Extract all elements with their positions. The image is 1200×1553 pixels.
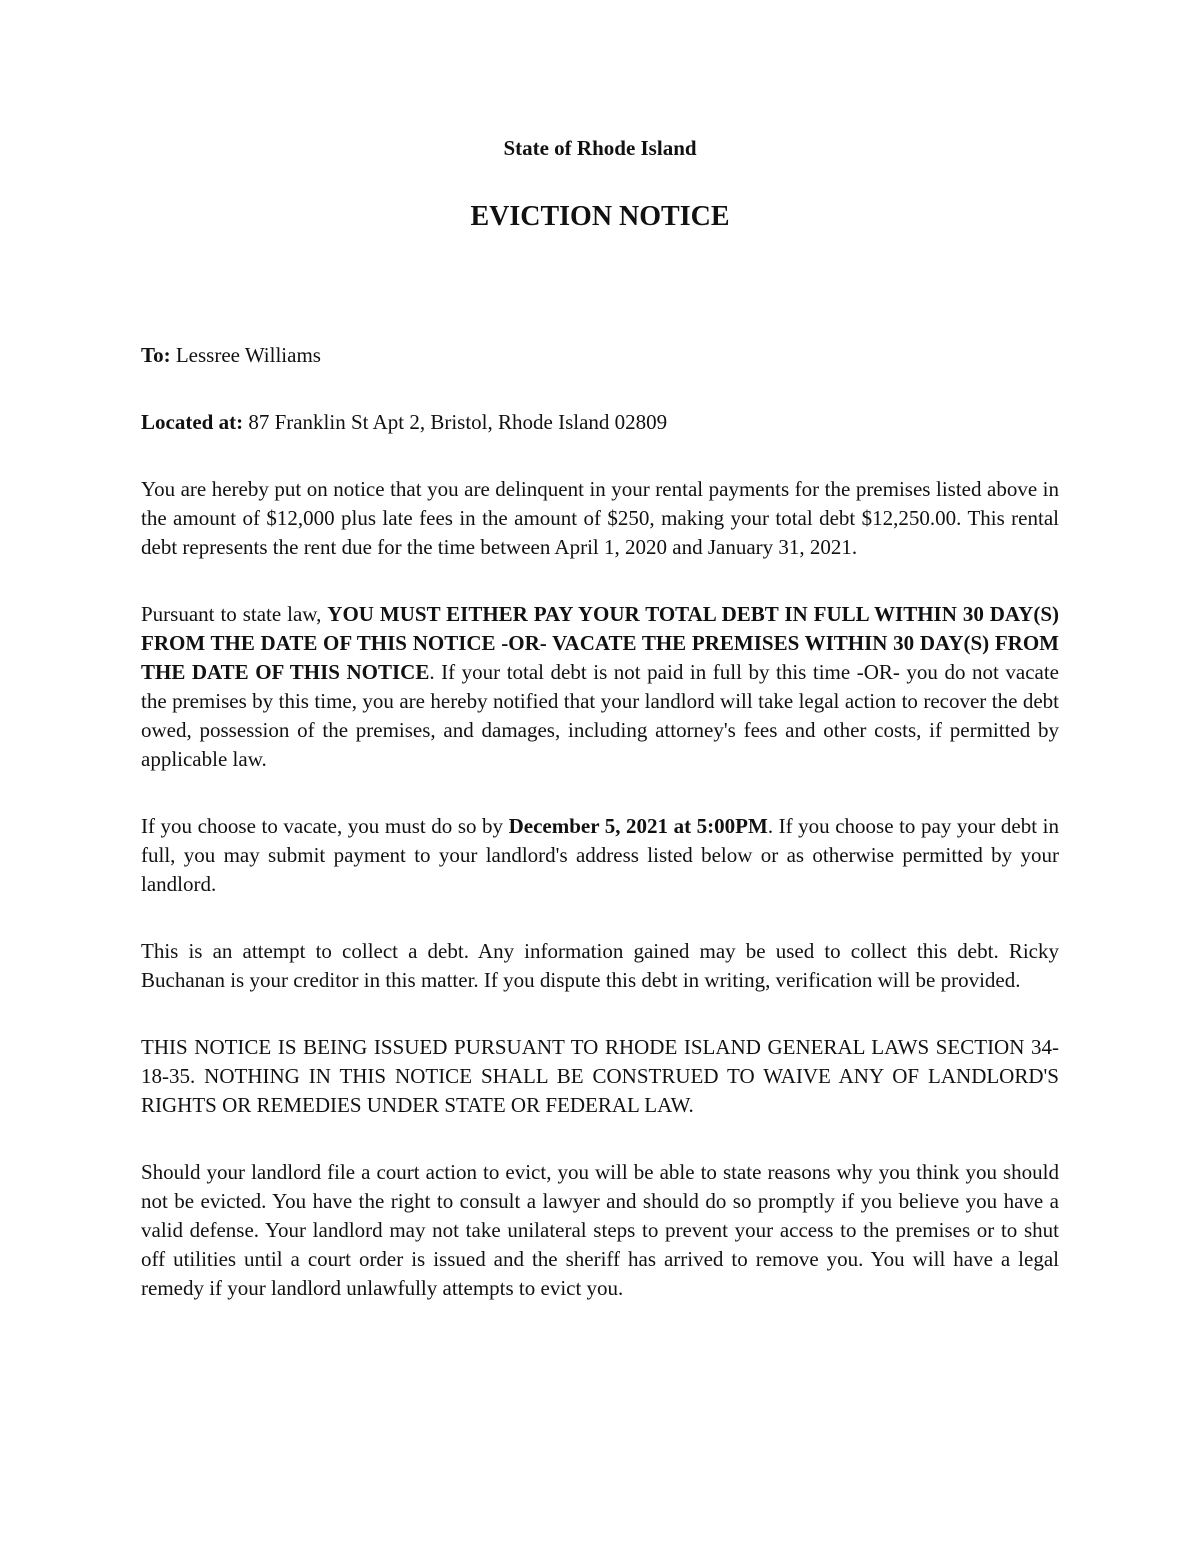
demand-consequence: . If your total debt is not paid in full by this time -OR- you do not vacate the premises by this time, you are hereby notified that your landlord will take legal action to recover the debt owed, possession of the premises, and damages, including attorney's fees and other costs, if permitted by applicable law.	[141, 660, 1059, 771]
recipient-address: 87 Franklin St Apt 2, Bristol, Rhode Island 02809	[248, 410, 668, 434]
to-label: To:	[141, 343, 171, 367]
vacate-paragraph	[141, 812, 1059, 899]
recipient-line	[141, 341, 1059, 370]
demand-paragraph	[141, 600, 1059, 774]
address-line	[141, 408, 1059, 437]
demand-bold-text: YOU MUST EITHER PAY YOUR TOTAL DEBT IN FULL WITHIN 30 DAY(S) FROM THE DATE OF THIS NOTICE -OR- VACATE THE PREMISES WITHIN 30 DAY(S) FROM THE DATE OF THIS NOTICE	[141, 602, 1059, 684]
legal-statute-paragraph: THIS NOTICE IS BEING ISSUED PURSUANT TO RHODE ISLAND GENERAL LAWS SECTION 34-18-35. NOTHING IN THIS NOTICE SHALL BE CONSTRUED TO WAIVE ANY OF LANDLORD'S RIGHTS OR REMEDIES UNDER STATE OR FEDERAL LAW.	[141, 1035, 1059, 1117]
recipient-name: Lessree Williams	[175, 343, 321, 367]
located-label: Located at:	[141, 410, 244, 434]
document-body	[141, 134, 1059, 1303]
state-heading: State of Rhode Island	[503, 136, 697, 160]
vacate-deadline: December 5, 2021 at 5:00PM	[508, 814, 768, 838]
vacate-intro: If you choose to vacate, you must do so by	[141, 814, 509, 838]
delinquency-paragraph: You are hereby put on notice that you are delinquent in your rental payments for the premises listed above in the amount of $12,000 plus late fees in the amount of $250, making your total debt $12,250.00. This rental debt represents the rent due for the time between April 1, 2020 and January 31, 2021.	[141, 477, 1059, 559]
notice-title: EVICTION NOTICE	[470, 201, 730, 232]
tenant-rights-paragraph: Should your landlord file a court action to evict, you will be able to state reasons why you think you should not be evicted. You have the right to consult a lawyer and should do so promptly if you believe you have a valid defense. Your landlord may not take unilateral steps to prevent your access to the premises or to shut off utilities until a court order is issued and the sheriff has arrived to remove you. You will have a legal remedy if your landlord unlawfully attempts to evict you.	[141, 1160, 1059, 1300]
vacate-payment-text: . If you choose to pay your debt in full, you may submit payment to your landlord's address listed below or as otherwise permitted by your landlord.	[141, 814, 1059, 896]
debt-collection-paragraph: This is an attempt to collect a debt. Any information gained may be used to collect this debt. Ricky Buchanan is your creditor in this matter. If you dispute this debt in writing, verification will be provided.	[141, 939, 1059, 992]
demand-intro: Pursuant to state law,	[141, 602, 328, 626]
